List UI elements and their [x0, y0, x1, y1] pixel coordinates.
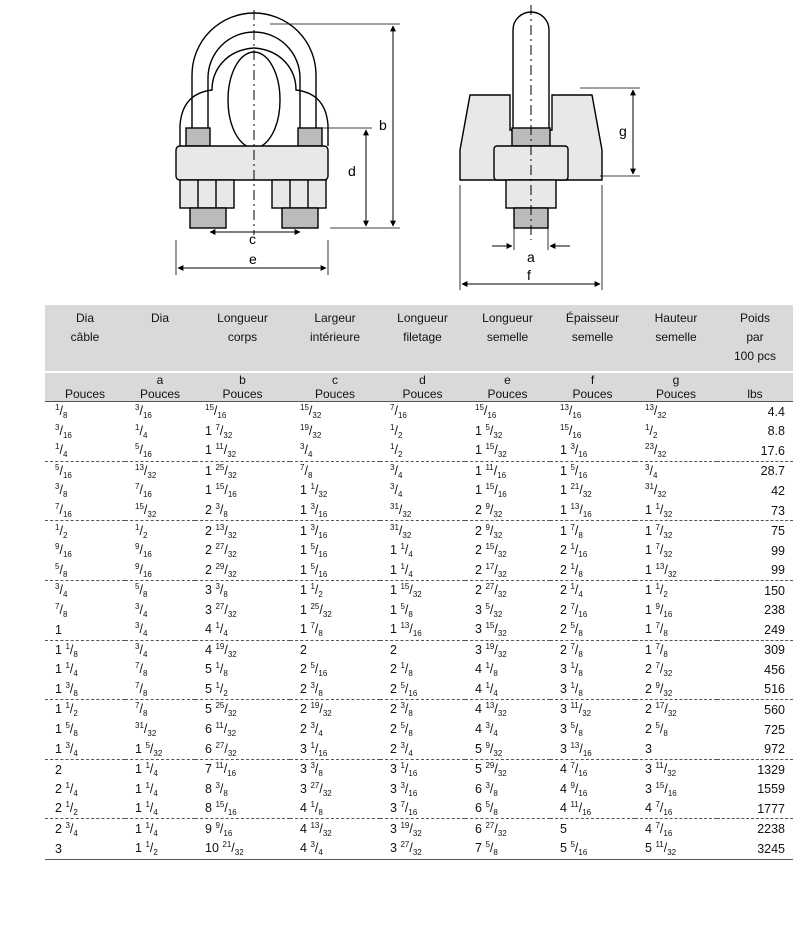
table-cell: $^5/_8$	[125, 580, 195, 600]
table-cell: 2 $^{13}/_{32}$	[195, 521, 290, 541]
table-cell: 28.7	[717, 461, 793, 481]
table-cell: 1 $^5/_{16}$	[300, 561, 328, 579]
table-cell: 7 $^{11}/_{16}$	[195, 759, 290, 779]
table-cell: 3 $^7/_{16}$	[390, 800, 418, 818]
table-cell: 4 $^7/_{16}$	[635, 819, 717, 839]
table-cell: 2 $^{17}/_{32}$	[635, 700, 717, 720]
table-cell: 2 $^3/_8$	[300, 680, 323, 698]
dim-label-c: c	[249, 231, 256, 247]
table-cell: 3 $^{13}/_{16}$	[560, 740, 592, 758]
table-cell: 4 $^{19}/_{32}$	[195, 640, 290, 660]
dim-label-g: g	[619, 123, 627, 139]
table-cell: $^1/_2$	[390, 422, 403, 440]
table-cell: 75	[717, 521, 793, 541]
table-cell: $^3/_4$	[300, 442, 313, 460]
table-cell: 1 $^7/_{32}$	[635, 521, 717, 541]
table-cell: 2 $^3/_8$	[380, 700, 465, 720]
table-cell: 1 $^{21}/_{32}$	[560, 482, 592, 500]
table-cell: $^1/_4$	[55, 442, 68, 460]
table-cell: 1 $^{11}/_{16}$	[465, 461, 550, 481]
table-cell: 6 $^5/_8$	[475, 800, 498, 818]
table-cell: 238	[764, 603, 785, 618]
table-cell: $^7/_8$	[135, 661, 148, 679]
table-cell: 4 $^1/_8$	[475, 661, 498, 679]
table-cell: 3 $^1/_8$	[560, 680, 583, 698]
table-cell: 1 $^{25}/_{32}$	[300, 601, 332, 619]
table-cell: 8.8	[767, 424, 785, 439]
table-cell: $^3/_4$	[390, 482, 403, 500]
table-cell: $^9/_{16}$	[135, 542, 152, 560]
table-cell: 2 $^5/_{16}$	[390, 680, 418, 698]
table-cell: 4 $^3/_4$	[475, 721, 498, 739]
table-cell: $^{13}/_{32}$	[645, 403, 667, 421]
table-cell: $^{23}/_{32}$	[645, 442, 667, 460]
table-cell: 2 $^7/_8$	[550, 640, 635, 660]
table-cell: 2 $^9/_{32}$	[475, 502, 503, 519]
table-cell: 1 $^{15}/_{16}$	[475, 482, 507, 500]
table-cell: 1 $^{15}/_{32}$	[380, 580, 465, 600]
table-cell: 3 $^{11}/_{32}$	[550, 700, 635, 720]
table-cell: 2 $^{15}/_{32}$	[475, 542, 507, 560]
table-cell: 2 $^1/_{16}$	[560, 542, 588, 560]
table-cell: 17.6	[760, 443, 785, 458]
table-cell: 2 $^{29}/_{32}$	[205, 561, 237, 579]
dim-label-e: e	[249, 251, 257, 267]
table-cell: 2 $^1/_4$	[550, 580, 635, 600]
column-unit-header: f Pouces	[550, 372, 635, 402]
table-body	[45, 402, 793, 860]
header-row-units	[45, 372, 793, 402]
side-view	[460, 5, 640, 290]
table-cell: $^5/_8$	[55, 561, 68, 579]
table-cell: $^1/_8$	[55, 403, 68, 421]
table-cell: 1 $^1/_4$	[390, 561, 413, 579]
column-unit-header: Pouces	[45, 372, 125, 402]
table-cell: 2238	[717, 819, 793, 839]
table-cell: $^9/_{16}$	[135, 561, 152, 579]
table-cell: 1 $^3/_4$	[55, 740, 78, 758]
table-cell: 1 $^5/_{16}$	[550, 461, 635, 481]
table-cell: 2 $^3/_8$	[205, 502, 228, 519]
table-cell: 8 $^{15}/_{16}$	[205, 800, 237, 818]
table-cell: 3 $^1/_{16}$	[300, 740, 328, 758]
column-unit-header: g Pouces	[635, 372, 717, 402]
table-cell: 2 $^{19}/_{32}$	[290, 700, 380, 720]
table-cell: 1 $^1/_2$	[290, 580, 380, 600]
table-cell: 3 $^1/_{16}$	[380, 759, 465, 779]
table-cell: 5 $^{29}/_{32}$	[465, 759, 550, 779]
table-row	[45, 560, 793, 580]
table-cell: $^{15}/_{32}$	[300, 403, 322, 421]
table-row	[45, 461, 793, 481]
table-cell: 2	[380, 640, 465, 660]
table-cell: 456	[764, 662, 785, 677]
table-cell: 2	[45, 759, 125, 779]
table-cell: $^{15}/_{16}$	[205, 403, 227, 421]
table-cell: 5 $^1/_2$	[205, 680, 228, 698]
column-header: Épaisseur semelle	[550, 305, 635, 372]
table-cell: 1 $^3/_{16}$	[560, 442, 588, 460]
table-row	[45, 779, 793, 799]
table-cell: 3 $^1/_8$	[560, 661, 583, 679]
front-view	[176, 10, 400, 275]
table-cell: $^{13}/_{16}$	[560, 403, 582, 421]
table-cell: 2 $^9/_{32}$	[645, 680, 673, 698]
table-cell: $^7/_{16}$	[55, 502, 72, 519]
table-cell: 1 $^{15}/_{16}$	[205, 482, 237, 500]
dim-label-a: a	[527, 249, 535, 265]
table-cell: 3 $^{11}/_{32}$	[635, 759, 717, 779]
dim-label-d: d	[348, 163, 356, 179]
table-cell: 2 $^{17}/_{32}$	[475, 561, 507, 579]
table-cell: 4 $^7/_{16}$	[550, 759, 635, 779]
table-cell: 1 $^{15}/_{32}$	[475, 442, 507, 460]
column-unit-header: e Pouces	[465, 372, 550, 402]
table-cell: 6 $^{11}/_{32}$	[205, 721, 237, 739]
table-cell: 8 $^3/_8$	[205, 780, 228, 798]
column-unit-header: lbs	[717, 372, 793, 402]
table-cell: 1 $^{25}/_{32}$	[195, 461, 290, 481]
table-cell: 6 $^{27}/_{32}$	[205, 740, 237, 758]
table-cell: 1 $^1/_2$	[635, 580, 717, 600]
table-cell: 560	[717, 700, 793, 720]
column-header: Largeur intérieure	[290, 305, 380, 372]
dim-label-f: f	[527, 267, 531, 283]
table-row	[45, 700, 793, 720]
table-cell: 5 $^9/_{32}$	[475, 740, 503, 758]
table-row	[45, 501, 793, 521]
table-cell: 2 $^9/_{32}$	[465, 521, 550, 541]
table-row	[45, 640, 793, 660]
table-cell: 3 $^{19}/_{32}$	[380, 819, 465, 839]
table-cell: 1 $^9/_{16}$	[645, 601, 673, 619]
table-cell: 2 $^1/_8$	[390, 661, 413, 679]
table-row	[45, 481, 793, 501]
table-cell: $^3/_4$	[135, 621, 148, 639]
wire-rope-clip-diagram	[0, 0, 800, 300]
table-cell: $^1/_2$	[390, 442, 403, 460]
table-cell: 1 $^5/_8$	[390, 601, 413, 619]
table-cell: $^5/_{16}$	[135, 442, 152, 460]
table-cell: 516	[764, 682, 785, 697]
table-row	[45, 422, 793, 442]
table-cell: 4 $^1/_8$	[300, 800, 323, 818]
table-cell: 1 $^1/_4$	[125, 759, 195, 779]
table-cell: 3 $^{27}/_{32}$	[205, 601, 237, 619]
table-row	[45, 620, 793, 640]
column-header: Longueur semelle	[465, 305, 550, 372]
table-cell: 1559	[757, 782, 785, 797]
table-cell: $^3/_4$	[45, 580, 125, 600]
table-cell: $^{13}/_{32}$	[125, 461, 195, 481]
table-cell: 9 $^9/_{16}$	[195, 819, 290, 839]
table-cell: 3245	[717, 839, 793, 859]
table-cell: $^{31}/_{32}$	[645, 482, 667, 500]
table-cell: 1 $^7/_8$	[645, 621, 668, 639]
table-cell: 4.4	[767, 404, 785, 419]
table-cell: 2 $^1/_2$	[55, 800, 78, 818]
table-cell: $^3/_4$	[635, 461, 717, 481]
table-cell: 3 $^3/_8$	[195, 580, 290, 600]
table-row	[45, 402, 793, 422]
table-cell: 1 $^3/_{16}$	[300, 502, 328, 519]
table-cell: 1 $^{11}/_{32}$	[205, 442, 237, 460]
table-row	[45, 580, 793, 600]
table-cell: $^1/_4$	[135, 422, 148, 440]
table-cell: 99	[771, 543, 785, 558]
table-cell: 1	[55, 622, 66, 637]
table-cell: 4 $^3/_4$	[290, 839, 380, 859]
table-cell: $^{15}/_{32}$	[135, 502, 157, 519]
table-cell: 1 $^{13}/_{32}$	[645, 561, 677, 579]
table-cell: $^7/_8$	[55, 601, 68, 619]
table-cell: 1 $^5/_8$	[55, 721, 78, 739]
table-cell: 1 $^1/_2$	[125, 839, 195, 859]
table-cell: $^7/_{16}$	[135, 482, 152, 500]
column-unit-header: b Pouces	[195, 372, 290, 402]
table-cell: 4 $^1/_4$	[205, 621, 228, 639]
table-row	[45, 441, 793, 461]
table-cell: $^5/_{16}$	[45, 461, 125, 481]
table-cell: $^3/_{16}$	[135, 403, 152, 421]
table-cell: 309	[717, 640, 793, 660]
column-header: Longueur filetage	[380, 305, 465, 372]
table-cell: 1 $^5/_{16}$	[300, 542, 328, 560]
table-row	[45, 759, 793, 779]
table-row	[45, 839, 793, 859]
table-cell: 2 $^3/_4$	[390, 740, 413, 758]
table-cell: 1 $^1/_4$	[55, 661, 78, 679]
table-row	[45, 720, 793, 740]
table-cell: 972	[764, 742, 785, 757]
table-cell: 3 $^{19}/_{32}$	[465, 640, 550, 660]
table-cell: $^3/_4$	[125, 640, 195, 660]
table-cell: 73	[771, 503, 785, 518]
table-cell: 1 $^1/_4$	[125, 819, 195, 839]
table-cell: 2	[290, 640, 380, 660]
table-cell: $^3/_4$	[135, 601, 148, 619]
table-row	[45, 600, 793, 620]
spec-table	[45, 305, 793, 860]
table-cell: 2 $^1/_8$	[560, 561, 583, 579]
table-cell: $^1/_2$	[45, 521, 125, 541]
column-header: Dia câble	[45, 305, 125, 372]
table-cell: $^7/_8$	[290, 461, 380, 481]
table-row	[45, 541, 793, 561]
table-cell: $^{31}/_{32}$	[135, 721, 157, 739]
table-cell: 10 $^{21}/_{32}$	[195, 839, 290, 859]
table-cell: 1 $^{13}/_{16}$	[560, 502, 592, 519]
table-cell: $^{15}/_{16}$	[560, 422, 582, 440]
table-cell: 42	[771, 483, 785, 498]
table-cell: $^{31}/_{32}$	[390, 502, 412, 519]
table-row	[45, 660, 793, 680]
table-cell: 2 $^5/_8$	[560, 621, 583, 639]
table-cell: 3 $^{27}/_{32}$	[300, 780, 332, 798]
table-cell: 2 $^7/_{16}$	[560, 601, 588, 619]
table-cell: 2 $^{27}/_{32}$	[205, 542, 237, 560]
table-cell: 1 $^1/_8$	[45, 640, 125, 660]
table-cell: 2 $^1/_4$	[55, 780, 78, 798]
table-cell: 1 $^1/_4$	[135, 800, 158, 818]
table-cell: $^1/_2$	[645, 422, 658, 440]
table-row	[45, 680, 793, 700]
table-cell: 1 $^1/_{32}$	[645, 502, 673, 519]
table-cell: 1 $^5/_{32}$	[135, 740, 163, 758]
table-cell: $^3/_8$	[55, 482, 68, 500]
table-cell: 150	[717, 580, 793, 600]
table-cell: 2 $^7/_{32}$	[645, 661, 673, 679]
table-cell: 725	[764, 722, 785, 737]
table-cell: $^7/_8$	[135, 680, 148, 698]
table-cell: $^7/_8$	[125, 700, 195, 720]
table-row	[45, 521, 793, 541]
table-cell: 1 $^7/_8$	[300, 621, 323, 639]
table-cell: 3 $^5/_{32}$	[475, 601, 503, 619]
table-cell: 4 $^{11}/_{16}$	[560, 800, 592, 818]
table-cell: $^{19}/_{32}$	[300, 422, 322, 440]
table-cell: 7 $^5/_8$	[465, 839, 550, 859]
table-cell: 2 $^3/_4$	[300, 721, 323, 739]
table-cell: 4 $^{13}/_{32}$	[290, 819, 380, 839]
table-cell: 3 $^{27}/_{32}$	[380, 839, 465, 859]
table-cell: 2 $^3/_4$	[45, 819, 125, 839]
table-cell: 1 $^7/_8$	[635, 640, 717, 660]
table-cell: 249	[764, 622, 785, 637]
table-cell: 3	[45, 839, 125, 859]
table-cell: 1 $^1/_2$	[45, 700, 125, 720]
table-cell: $^{15}/_{16}$	[475, 403, 497, 421]
column-header: Poids par 100 pcs	[717, 305, 793, 372]
column-header: Dia	[125, 305, 195, 372]
dim-label-b: b	[379, 117, 387, 133]
table-cell: 4 $^{13}/_{32}$	[465, 700, 550, 720]
header-row-titles	[45, 305, 793, 372]
table-cell: 1 $^7/_{32}$	[205, 422, 233, 440]
column-header: Hauteur semelle	[635, 305, 717, 372]
table-cell: $^9/_{16}$	[55, 542, 72, 560]
column-unit-header: c Pouces	[290, 372, 380, 402]
table-cell: 4 $^1/_4$	[475, 680, 498, 698]
table-cell: 3 $^5/_8$	[560, 721, 583, 739]
table-cell: 3	[645, 742, 656, 757]
table-cell: 6 $^{27}/_{32}$	[465, 819, 550, 839]
table-cell: 1 $^7/_{32}$	[645, 542, 673, 560]
table-cell: 99	[771, 563, 785, 578]
column-header: Longueur corps	[195, 305, 290, 372]
table-cell: 5 $^{11}/_{32}$	[635, 839, 717, 859]
table-cell: 4 $^9/_{16}$	[560, 780, 588, 798]
table-cell: 1329	[717, 759, 793, 779]
table-cell: $^7/_{16}$	[390, 403, 407, 421]
table-cell: 5 $^5/_{16}$	[550, 839, 635, 859]
table-cell: 4 $^7/_{16}$	[645, 800, 673, 818]
table-row	[45, 819, 793, 839]
column-unit-header: a Pouces	[125, 372, 195, 402]
table-cell: 2 $^5/_{16}$	[300, 661, 328, 679]
table-cell: 1 $^7/_8$	[550, 521, 635, 541]
table-row	[45, 739, 793, 759]
table-cell: $^{31}/_{32}$	[380, 521, 465, 541]
table-cell: 1 $^1/_4$	[135, 780, 158, 798]
table-cell: 1 $^3/_{16}$	[290, 521, 380, 541]
table-cell: 3 $^{15}/_{16}$	[645, 780, 677, 798]
table-cell: 5 $^{25}/_{32}$	[195, 700, 290, 720]
column-unit-header: d Pouces	[380, 372, 465, 402]
table-cell: 1 $^1/_4$	[390, 542, 413, 560]
table-cell: 5	[550, 819, 635, 839]
table-cell: 1 $^{13}/_{16}$	[390, 621, 422, 639]
table-cell: $^1/_2$	[125, 521, 195, 541]
table-cell: 5 $^1/_8$	[205, 661, 228, 679]
table-cell: 1777	[757, 801, 785, 816]
table-cell: 1 $^1/_{32}$	[300, 482, 328, 500]
table-cell: 3 $^{15}/_{32}$	[475, 621, 507, 639]
table-cell: 3 $^3/_{16}$	[390, 780, 418, 798]
table-cell: 6 $^3/_8$	[475, 780, 498, 798]
table-cell: 3 $^3/_8$	[290, 759, 380, 779]
table-cell: 2 $^5/_8$	[390, 721, 413, 739]
table-cell: 1 $^3/_8$	[55, 680, 78, 698]
table-cell: $^3/_{16}$	[55, 422, 72, 440]
table-cell: $^3/_4$	[380, 461, 465, 481]
table-cell: 1 $^5/_{32}$	[475, 422, 503, 440]
table-cell: 2 $^{27}/_{32}$	[465, 580, 550, 600]
table-row	[45, 799, 793, 819]
table-cell: 2 $^5/_8$	[645, 721, 668, 739]
